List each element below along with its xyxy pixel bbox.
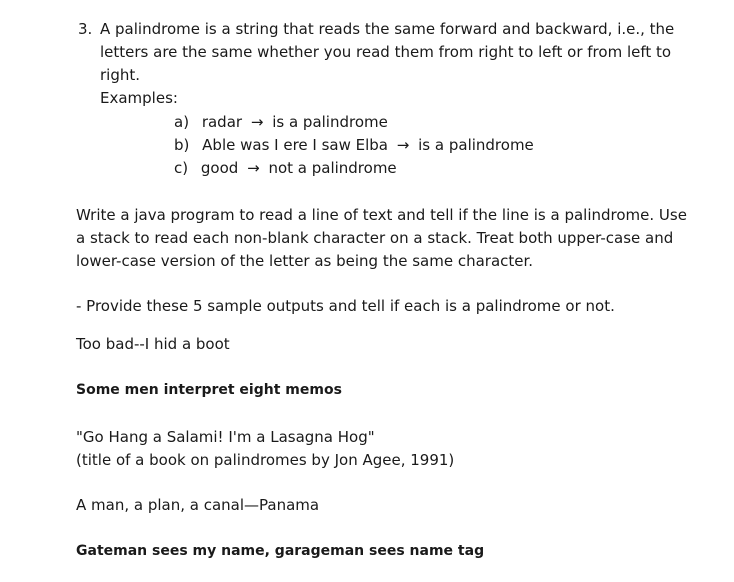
- task-line-2: a stack to read each non-blank character on a stack. Treat both upper-case and: [76, 229, 674, 247]
- example-a: [174, 112, 388, 132]
- example-text: radar: [201, 113, 243, 131]
- examples-label: Examples:: [100, 89, 178, 107]
- sample-1: Too bad--I hid a boot: [76, 335, 230, 353]
- task-line-1: Write a java program to read a line of text and tell if the line is a palindrome. Use: [76, 206, 687, 224]
- intro-line-3: right.: [100, 66, 141, 84]
- question-number: 3.: [78, 20, 93, 38]
- example-marker: b): [174, 136, 190, 154]
- sample-2: Some men interpret eight memos: [76, 382, 342, 398]
- example-verdict: not a palindrome: [268, 159, 397, 177]
- example-marker: c): [174, 159, 189, 177]
- right-arrow-icon: →: [250, 113, 264, 131]
- sample-5: Gateman sees my name, garageman sees name tag: [76, 543, 485, 559]
- sample-3-note: (title of a book on palindromes by Jon Agee, 1991): [76, 451, 455, 469]
- example-verdict: is a palindrome: [418, 136, 534, 154]
- right-arrow-icon: →: [247, 159, 260, 177]
- example-b: [174, 135, 534, 155]
- example-c: [174, 158, 397, 178]
- example-text: Able was I ere I saw Elba: [202, 136, 388, 154]
- task-line-3: lower-case version of the letter as being the same character.: [76, 252, 534, 270]
- right-arrow-icon: →: [396, 136, 410, 154]
- example-verdict: is a palindrome: [272, 113, 388, 131]
- intro-line-2: letters are the same whether you read them from right to left or from left to: [100, 43, 672, 61]
- example-text: good: [200, 159, 239, 177]
- example-marker: a): [174, 113, 190, 131]
- intro-line-1: A palindrome is a string that reads the same forward and backward, i.e., the: [100, 20, 675, 38]
- sample-4: A man, a plan, a canal—Panama: [76, 496, 320, 514]
- sample-3-quote: "Go Hang a Salami! I'm a Lasagna Hog": [76, 428, 375, 446]
- instruction: - Provide these 5 sample outputs and tell if each is a palindrome or not.: [76, 297, 615, 315]
